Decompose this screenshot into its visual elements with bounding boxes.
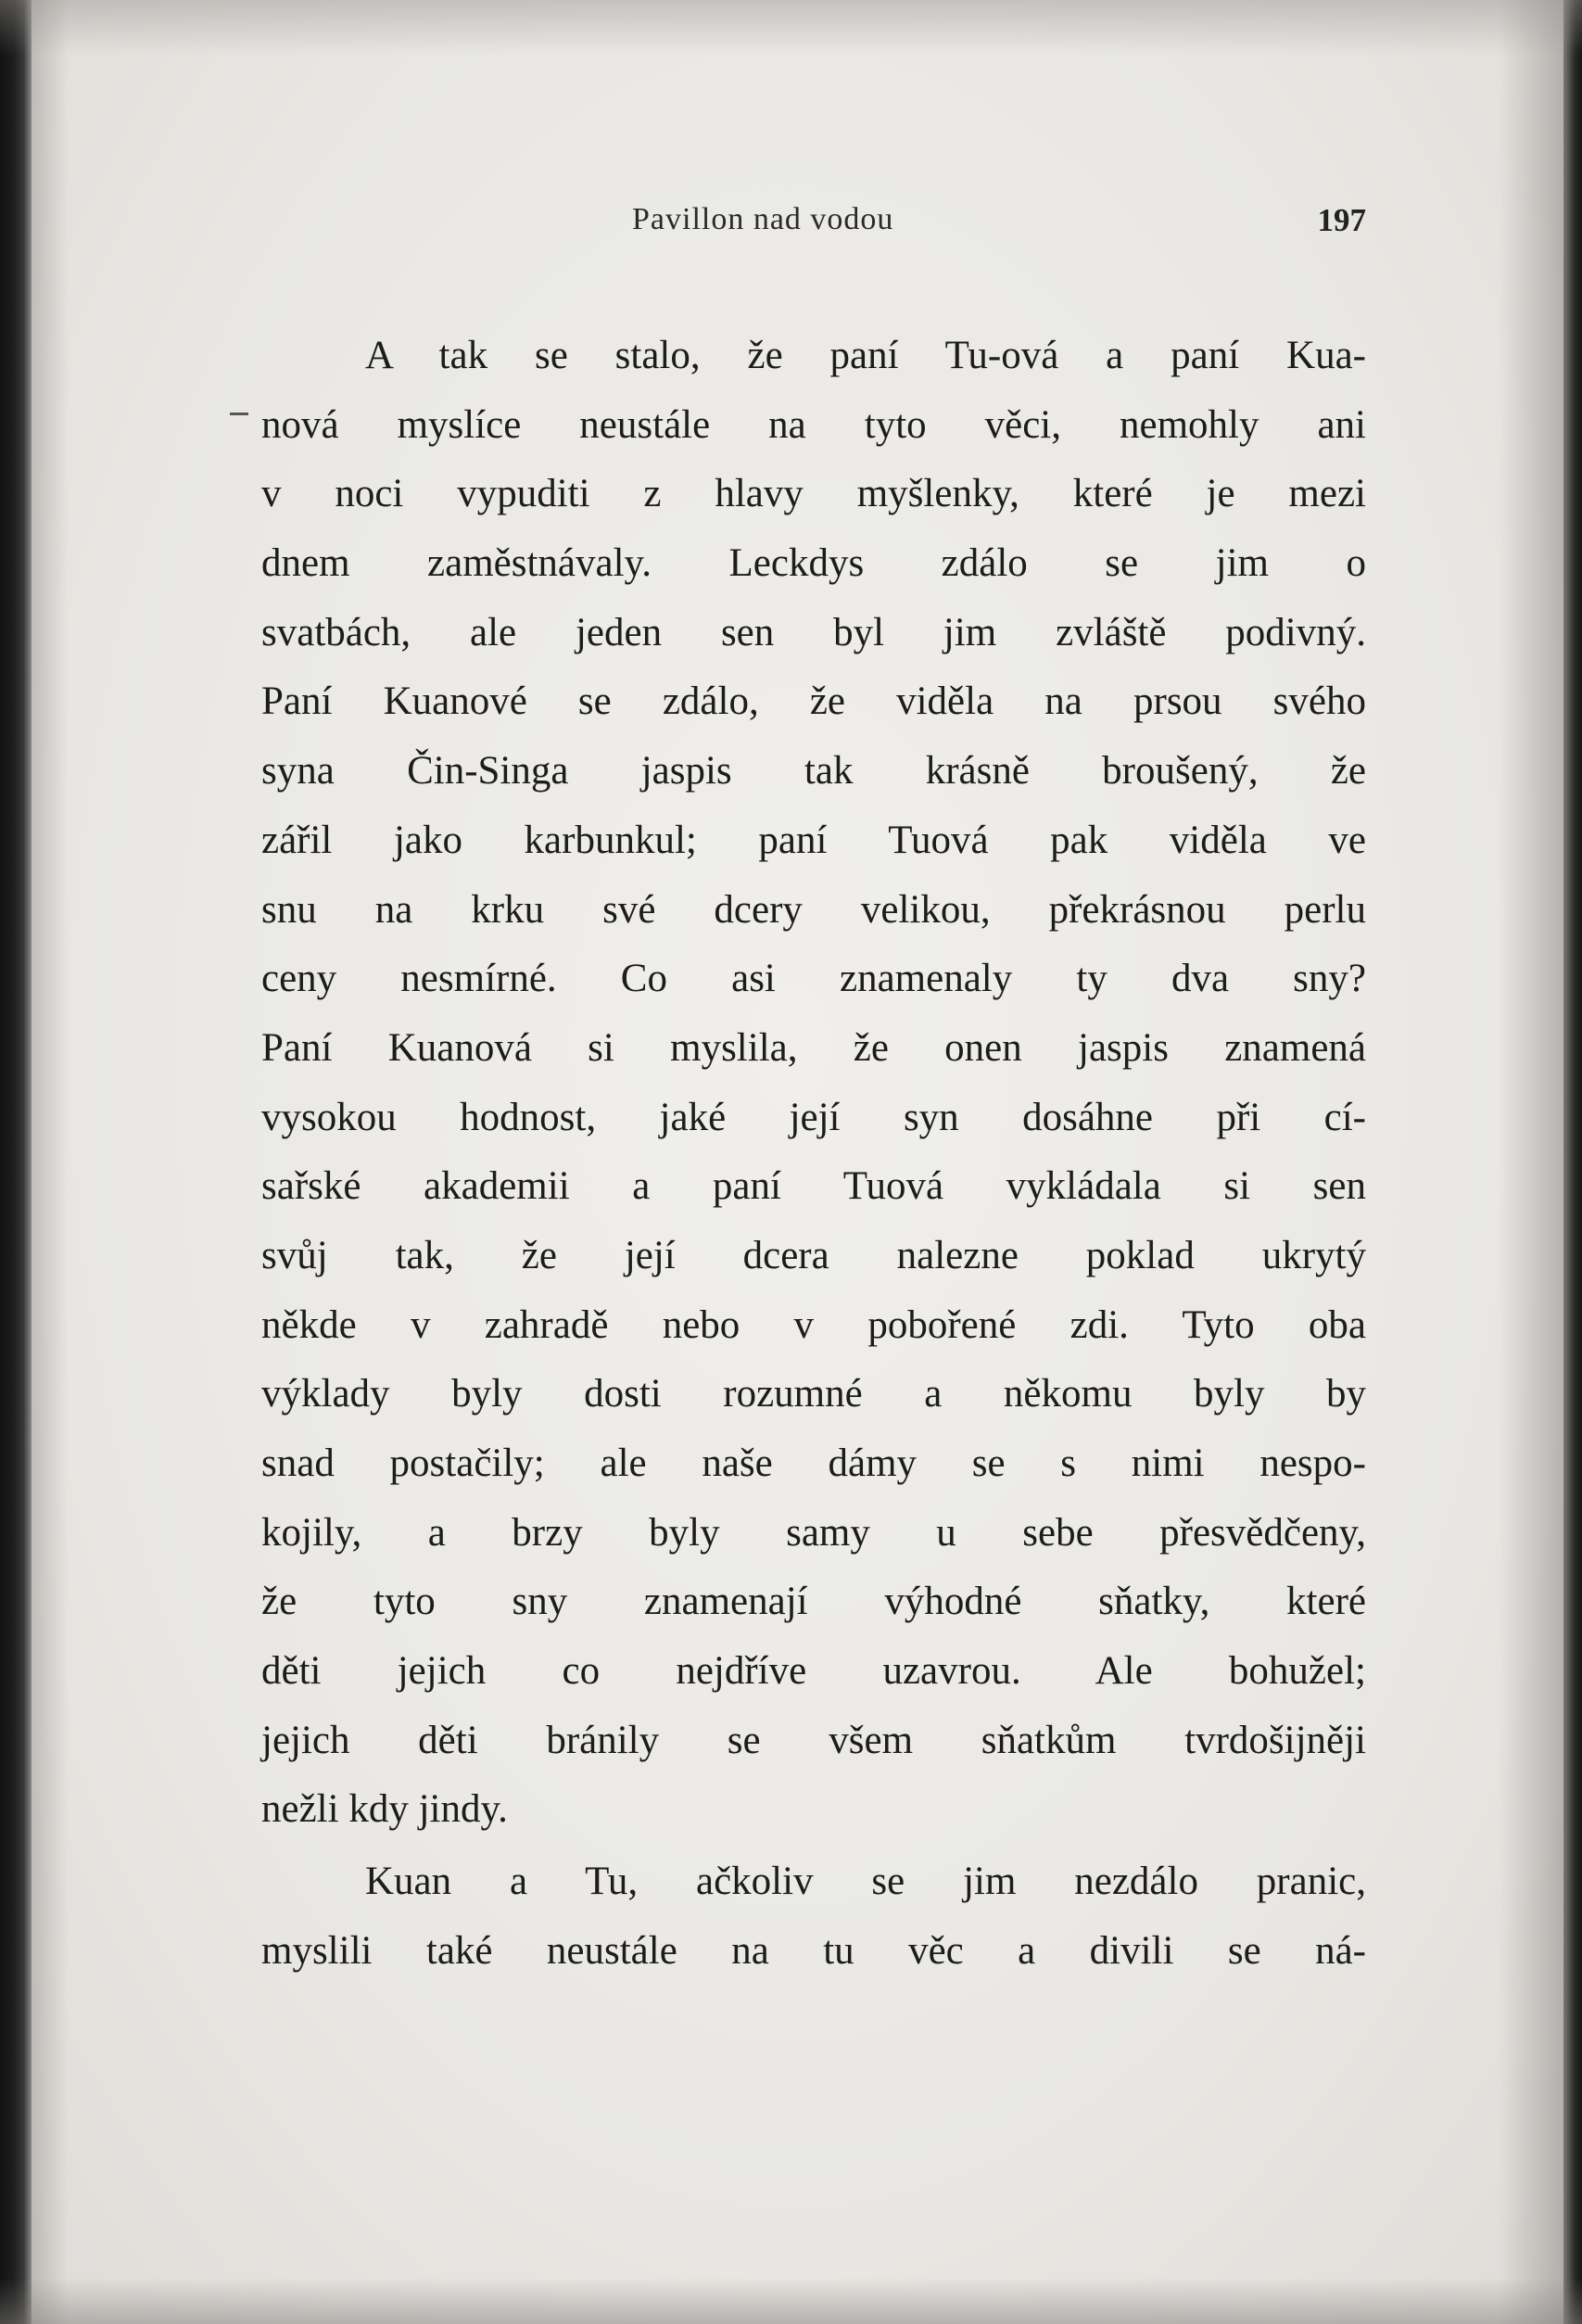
page-number: 197 [1317,202,1366,238]
text-line: Kuan a Tu, ačkoliv se jim nezdálo pranic, [365,1860,1366,1904]
scan-left-border [0,0,32,2324]
body-text [261,322,1366,1987]
text-line: nová myslíce neustále na tyto věci, nemohly ani [261,402,1366,447]
text-line: snu na krku své dcery velikou, překrásnou perlu [261,887,1366,932]
text-line: svůj tak, že její dcera nalezne poklad ukrytý [261,1233,1366,1277]
scan-right-border [1563,0,1582,2324]
paragraph-2 [261,1848,1366,1986]
text-line: v noci vypuditi z hlavy myšlenky, které je mezi [261,472,1366,516]
text-line: zářil jako karbunkul; paní Tuová pak viděla ve [261,818,1366,862]
text-line: někde v zahradě nebo v pobořené zdi. Tyto oba [261,1302,1366,1347]
text-line: A tak se stalo, že paní Tu-ová a paní Kua- [365,334,1366,377]
scan-bottom-shadow [0,2278,1582,2324]
text-line: vysokou hodnost, jaké její syn dosáhne při cí- [261,1095,1366,1139]
text-line: svatbách, ale jeden sen byl jim zvláště podivný. [261,610,1366,654]
text-line: Paní Kuanová si myslila, že onen jaspis znamená [261,1025,1366,1070]
text-line: Paní Kuanové se zdálo, že viděla na prsou svého [261,679,1366,724]
scan-right-shadow [1499,0,1563,2324]
text-line: že tyto sny znamenají výhodné sňatky, které [261,1580,1366,1624]
text-line: dnem zaměstnávaly. Leckdys zdálo se jim o [261,541,1366,586]
text-line: kojily, a brzy byly samy u sebe přesvědčeny, [261,1510,1366,1555]
text-line: děti jejich co nejdříve uzavrou. Ale bohužel; [261,1649,1366,1694]
page-header [261,202,1366,258]
paragraph-1 [261,322,1366,1845]
text-line: myslili také neustále na tu věc a divili se ná- [261,1928,1366,1973]
scan-left-shadow [32,0,69,2324]
text-line: ceny nesmírné. Co asi znamenaly ty dva sny? [261,957,1366,1001]
running-title: Pavillon nad vodou [632,202,894,236]
text-line: snad postačily; ale naše dámy se s nimi nespo- [261,1441,1366,1485]
text-line: sařské akademii a paní Tuová vykládala si sen [261,1164,1366,1209]
margin-dash-mark [230,413,248,415]
text-line: jejich děti bránily se všem sňatkům tvrdošijněji [261,1718,1366,1762]
text-line: syna Čin-Singa jaspis tak krásně broušený, že [261,749,1366,794]
text-line: nežli kdy jindy. [261,1787,508,1832]
scan-top-shadow [0,0,1582,56]
text-line: výklady byly dosti rozumné a někomu byly by [261,1372,1366,1416]
